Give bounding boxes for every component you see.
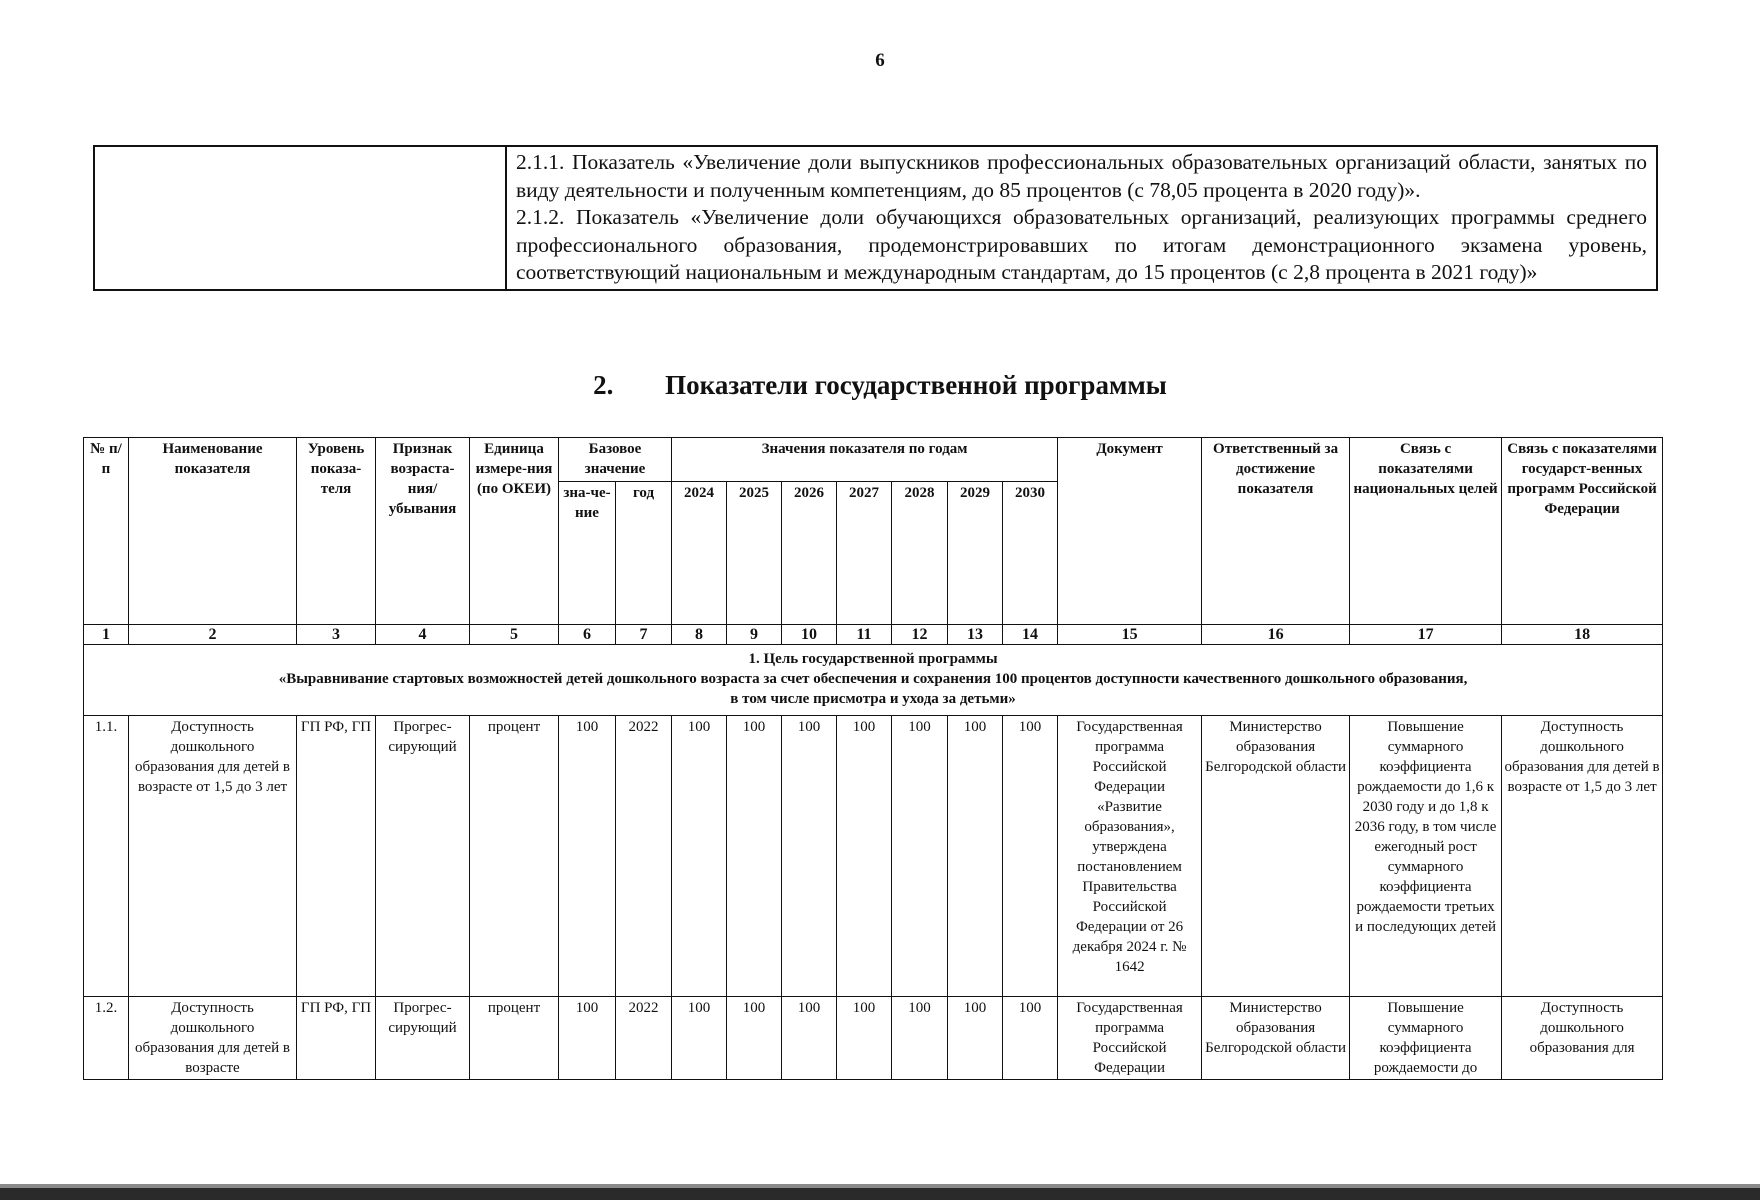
- column-number: 16: [1202, 625, 1350, 645]
- row-num: 1.1.: [84, 716, 129, 997]
- row-year-value: 100: [672, 716, 727, 997]
- row-base-value: 100: [559, 997, 616, 1080]
- header-year: 2029: [948, 482, 1003, 625]
- indicators-cell: [506, 146, 1657, 290]
- row-responsible: Министерство образования Белгородской области: [1202, 997, 1350, 1080]
- row-year-value: 100: [837, 716, 892, 997]
- header-document: Документ: [1058, 438, 1202, 625]
- column-number: 5: [470, 625, 559, 645]
- row-year-value: 100: [948, 997, 1003, 1080]
- row-base-value: 100: [559, 716, 616, 997]
- continuation-table: [93, 145, 1658, 291]
- header-year: 2025: [727, 482, 782, 625]
- header-national-goals: Связь с показателями национальных целей: [1350, 438, 1502, 625]
- column-number: 2: [129, 625, 297, 645]
- header-years-group: Значения показателя по годам: [672, 438, 1058, 482]
- goal-text: в том числе присмотра и ухода за детьми»: [730, 691, 1016, 707]
- row-base-year: 2022: [616, 716, 672, 997]
- row-national-goals: Повышение суммарного коэффициента рождаемости до: [1350, 997, 1502, 1080]
- row-year-value: 100: [837, 997, 892, 1080]
- row-year-value: 100: [1003, 997, 1058, 1080]
- column-number: 12: [892, 625, 948, 645]
- header-year: 2024: [672, 482, 727, 625]
- row-state-programs: Доступность дошкольного образования для детей в возрасте от 1,5 до 3 лет: [1502, 716, 1663, 997]
- section-title: Показатели государственной программы: [665, 370, 1167, 400]
- column-number: 17: [1350, 625, 1502, 645]
- column-number: 15: [1058, 625, 1202, 645]
- header-trend: Признак возраста-ния/ убывания: [376, 438, 470, 625]
- goal-row: [84, 645, 1663, 716]
- column-number: 14: [1003, 625, 1058, 645]
- column-number: 9: [727, 625, 782, 645]
- row-name: Доступность дошкольного образования для детей в возрасте от 1,5 до 3 лет: [129, 716, 297, 997]
- row-year-value: 100: [892, 997, 948, 1080]
- goal-text: «Выравнивание стартовых возможностей детей дошкольного возраста за счет обеспечения и сохранения 100 процентов доступности качественного дошкольного образования,: [278, 671, 1468, 687]
- column-number: 3: [297, 625, 376, 645]
- table-row: [84, 997, 1663, 1080]
- column-number: 8: [672, 625, 727, 645]
- row-base-year: 2022: [616, 997, 672, 1080]
- section-number: 2.: [593, 370, 614, 400]
- header-base-year: год: [616, 482, 672, 625]
- column-number: 13: [948, 625, 1003, 645]
- row-year-value: 100: [672, 997, 727, 1080]
- empty-cell: [94, 146, 506, 290]
- row-national-goals: Повышение суммарного коэффициента рождаемости до 1,6 к 2030 году и до 1,8 к 2036 году, в том числе ежегодный рост суммарного коэффициента рождаемости третьих и последующих детей: [1350, 716, 1502, 997]
- indicator-paragraph: 2.1.2. Показатель «Увеличение доли обучающихся образовательных организаций, реализующих программы среднего профессионального образования, продемонстрировавших по итогам демонстрационного экзамена уровень, соответствующий национальным и международным стандартам, до 15 процентов (с 2,8 процента в 2021 году)»: [516, 205, 1647, 284]
- row-document: Государственная программа Российской Федерации «Развитие образования», утверждена постановлением Правительства Российской Федерации от 26 декабря 2024 г. № 1642: [1058, 716, 1202, 997]
- header-base-value: зна-че-ние: [559, 482, 616, 625]
- column-number: 10: [782, 625, 837, 645]
- column-number: 11: [837, 625, 892, 645]
- indicator-paragraph: 2.1.1. Показатель «Увеличение доли выпускников профессиональных образовательных организаций области, занятых по виду деятельности и полученным компетенциям, до 85 процентов (с 78,05 процента в 2020 году)».: [516, 150, 1647, 202]
- column-number: 4: [376, 625, 470, 645]
- header-year: 2028: [892, 482, 948, 625]
- section-heading: [0, 370, 1760, 401]
- row-year-value: 100: [782, 716, 837, 997]
- row-responsible: Министерство образования Белгородской области: [1202, 716, 1350, 997]
- header-level: Уровень показа-теля: [297, 438, 376, 625]
- row-unit: процент: [470, 997, 559, 1080]
- column-number: 18: [1502, 625, 1663, 645]
- row-year-value: 100: [727, 997, 782, 1080]
- indicators-table: [83, 437, 1663, 1080]
- header-name: Наименование показателя: [129, 438, 297, 625]
- page-number: 6: [875, 50, 885, 71]
- table-row: [84, 716, 1663, 997]
- column-number-row: [84, 625, 1663, 645]
- column-number: 6: [559, 625, 616, 645]
- row-year-value: 100: [782, 997, 837, 1080]
- header-num: № п/п: [84, 438, 129, 625]
- row-trend: Прогрес-сирующий: [376, 997, 470, 1080]
- row-year-value: 100: [948, 716, 1003, 997]
- header-unit: Единица измере-ния (по ОКЕИ): [470, 438, 559, 625]
- row-name: Доступность дошкольного образования для детей в возрасте: [129, 997, 297, 1080]
- row-num: 1.2.: [84, 997, 129, 1080]
- row-state-programs: Доступность дошкольного образования для: [1502, 997, 1663, 1080]
- row-trend: Прогрес-сирующий: [376, 716, 470, 997]
- header-responsible: Ответственный за достижение показателя: [1202, 438, 1350, 625]
- row-year-value: 100: [892, 716, 948, 997]
- header-base: Базовое значение: [559, 438, 672, 482]
- column-number: 1: [84, 625, 129, 645]
- row-unit: процент: [470, 716, 559, 997]
- scan-edge: [0, 1188, 1760, 1200]
- header-state-programs: Связь с показателями государст-венных программ Российской Федерации: [1502, 438, 1663, 625]
- column-number: 7: [616, 625, 672, 645]
- row-year-value: 100: [727, 716, 782, 997]
- goal-cell: [84, 645, 1663, 716]
- header-year: 2030: [1003, 482, 1058, 625]
- header-year: 2026: [782, 482, 837, 625]
- row-level: ГП РФ, ГП: [297, 997, 376, 1080]
- row-level: ГП РФ, ГП: [297, 716, 376, 997]
- header-year: 2027: [837, 482, 892, 625]
- row-year-value: 100: [1003, 716, 1058, 997]
- row-document: Государственная программа Российской Федерации: [1058, 997, 1202, 1080]
- goal-title: 1. Цель государственной программы: [748, 651, 998, 667]
